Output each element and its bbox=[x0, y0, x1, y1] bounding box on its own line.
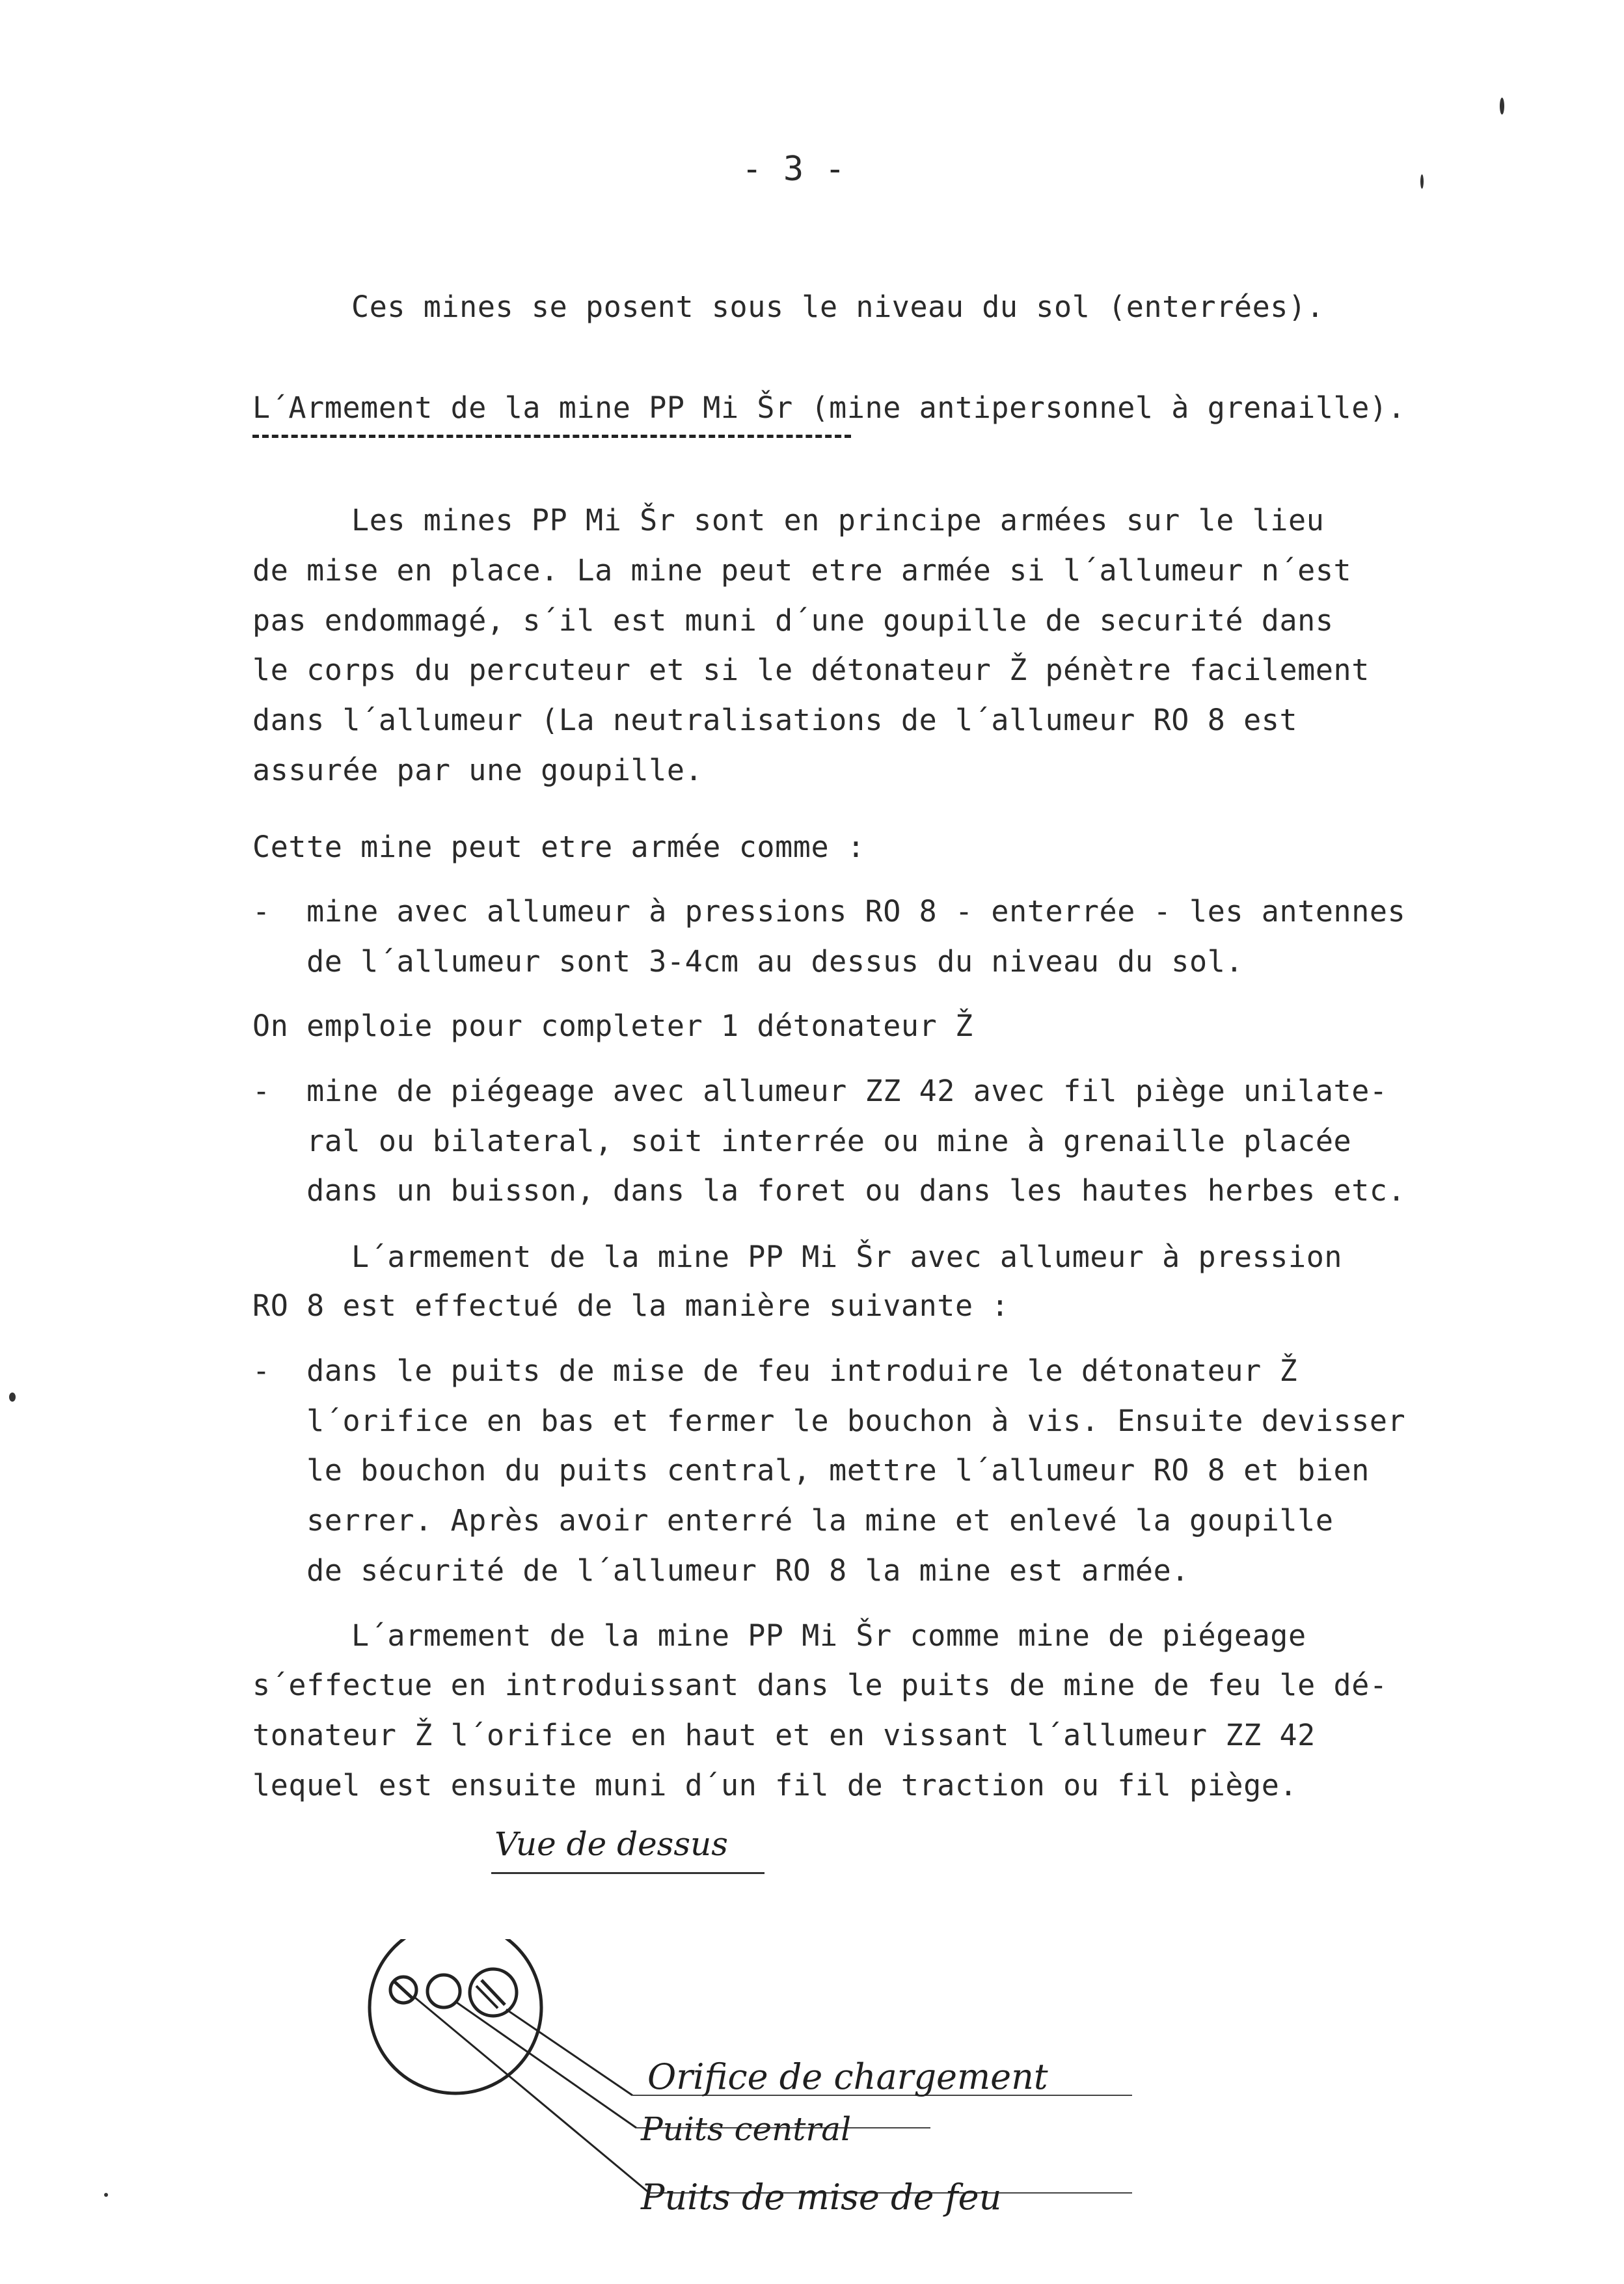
bullet-line: - mine avec allumeur à pressions RO 8 - enterrée - les antennes bbox=[252, 894, 1406, 929]
section-heading: L´Armement de la mine PP Mi Šr (mine antipersonnel à grenaille). bbox=[252, 390, 1406, 425]
bullet-line: serrer. Après avoir enterré la mine et enlevé la goupille bbox=[252, 1503, 1334, 1538]
bullet-line: ral ou bilateral, soit interrée ou mine à grenaille placée bbox=[252, 1124, 1352, 1158]
text-line: dans l´allumeur (La neutralisations de l´allumeur RO 8 est bbox=[252, 703, 1298, 737]
bullet-line: l´orifice en bas et fermer le bouchon à vis. Ensuite devisser bbox=[252, 1404, 1406, 1438]
text-line: L´armement de la mine PP Mi Šr comme mine de piégeage bbox=[351, 1618, 1306, 1653]
leader-line-central bbox=[455, 2002, 636, 2128]
text-line: L´armement de la mine PP Mi Šr avec allumeur à pression bbox=[351, 1240, 1343, 1274]
label-charging-orifice: Orifice de chargement bbox=[647, 2056, 1048, 2097]
leader-line-feu bbox=[506, 2009, 632, 2095]
scan-speck bbox=[104, 2193, 108, 2197]
text-line: RO 8 est effectué de la manière suivante : bbox=[252, 1288, 1010, 1323]
text-line: Ces mines se posent sous le niveau du sol (enterrées). bbox=[351, 290, 1325, 324]
scan-speck bbox=[1500, 98, 1504, 115]
bullet-line: - mine de piégeage avec allumeur ZZ 42 avec fil piège unilate- bbox=[252, 1074, 1388, 1108]
label-central-well: Puits central bbox=[641, 2110, 852, 2148]
text-line: pas endommagé, s´il est muni d´une goupille de securité dans bbox=[252, 603, 1334, 638]
text-line: Cette mine peut etre armée comme : bbox=[252, 830, 865, 864]
text-line: Les mines PP Mi Šr sont en principe armées sur le lieu bbox=[351, 503, 1325, 537]
bullet-line: de l´allumeur sont 3-4cm au dessus du niveau du sol. bbox=[252, 944, 1244, 979]
text-line: On emploie pour completer 1 détonateur Ž bbox=[252, 1009, 973, 1043]
text-line: tonateur Ž l´orifice en haut et en vissant l´allumeur ZZ 42 bbox=[252, 1718, 1316, 1752]
text-line: assurée par une goupille. bbox=[252, 753, 703, 787]
bullet-line: - dans le puits de mise de feu introduire le détonateur Ž bbox=[252, 1353, 1298, 1388]
bullet-line: le bouchon du puits central, mettre l´allumeur RO 8 et bien bbox=[252, 1453, 1370, 1488]
scan-speck bbox=[9, 1393, 16, 1402]
figure-title: Vue de dessus bbox=[494, 1825, 728, 1863]
text-line: de mise en place. La mine peut etre armée si l´allumeur n´est bbox=[252, 553, 1352, 588]
label-firing-well: Puits de mise de feu bbox=[641, 2177, 1002, 2218]
figure-title-underline bbox=[491, 1872, 765, 1874]
text-line: lequel est ensuite muni d´un fil de traction ou fil piège. bbox=[252, 1768, 1298, 1802]
firing-well-icon bbox=[470, 1969, 517, 2016]
heading-underline bbox=[252, 435, 851, 438]
charging-orifice-icon bbox=[390, 1977, 416, 2003]
text-line: le corps du percuteur et si le détonateur Ž pénètre facilement bbox=[252, 653, 1370, 687]
bullet-line: dans un buisson, dans la foret ou dans les hautes herbes etc. bbox=[252, 1173, 1406, 1208]
page-number: - 3 - bbox=[742, 150, 846, 189]
text-line: s´effectue en introduissant dans le puits de mine de feu le dé- bbox=[252, 1668, 1388, 1702]
bullet-line: de sécurité de l´allumeur RO 8 la mine est armée. bbox=[252, 1553, 1189, 1588]
scan-speck bbox=[1420, 174, 1424, 189]
central-well-icon bbox=[427, 1975, 460, 2007]
